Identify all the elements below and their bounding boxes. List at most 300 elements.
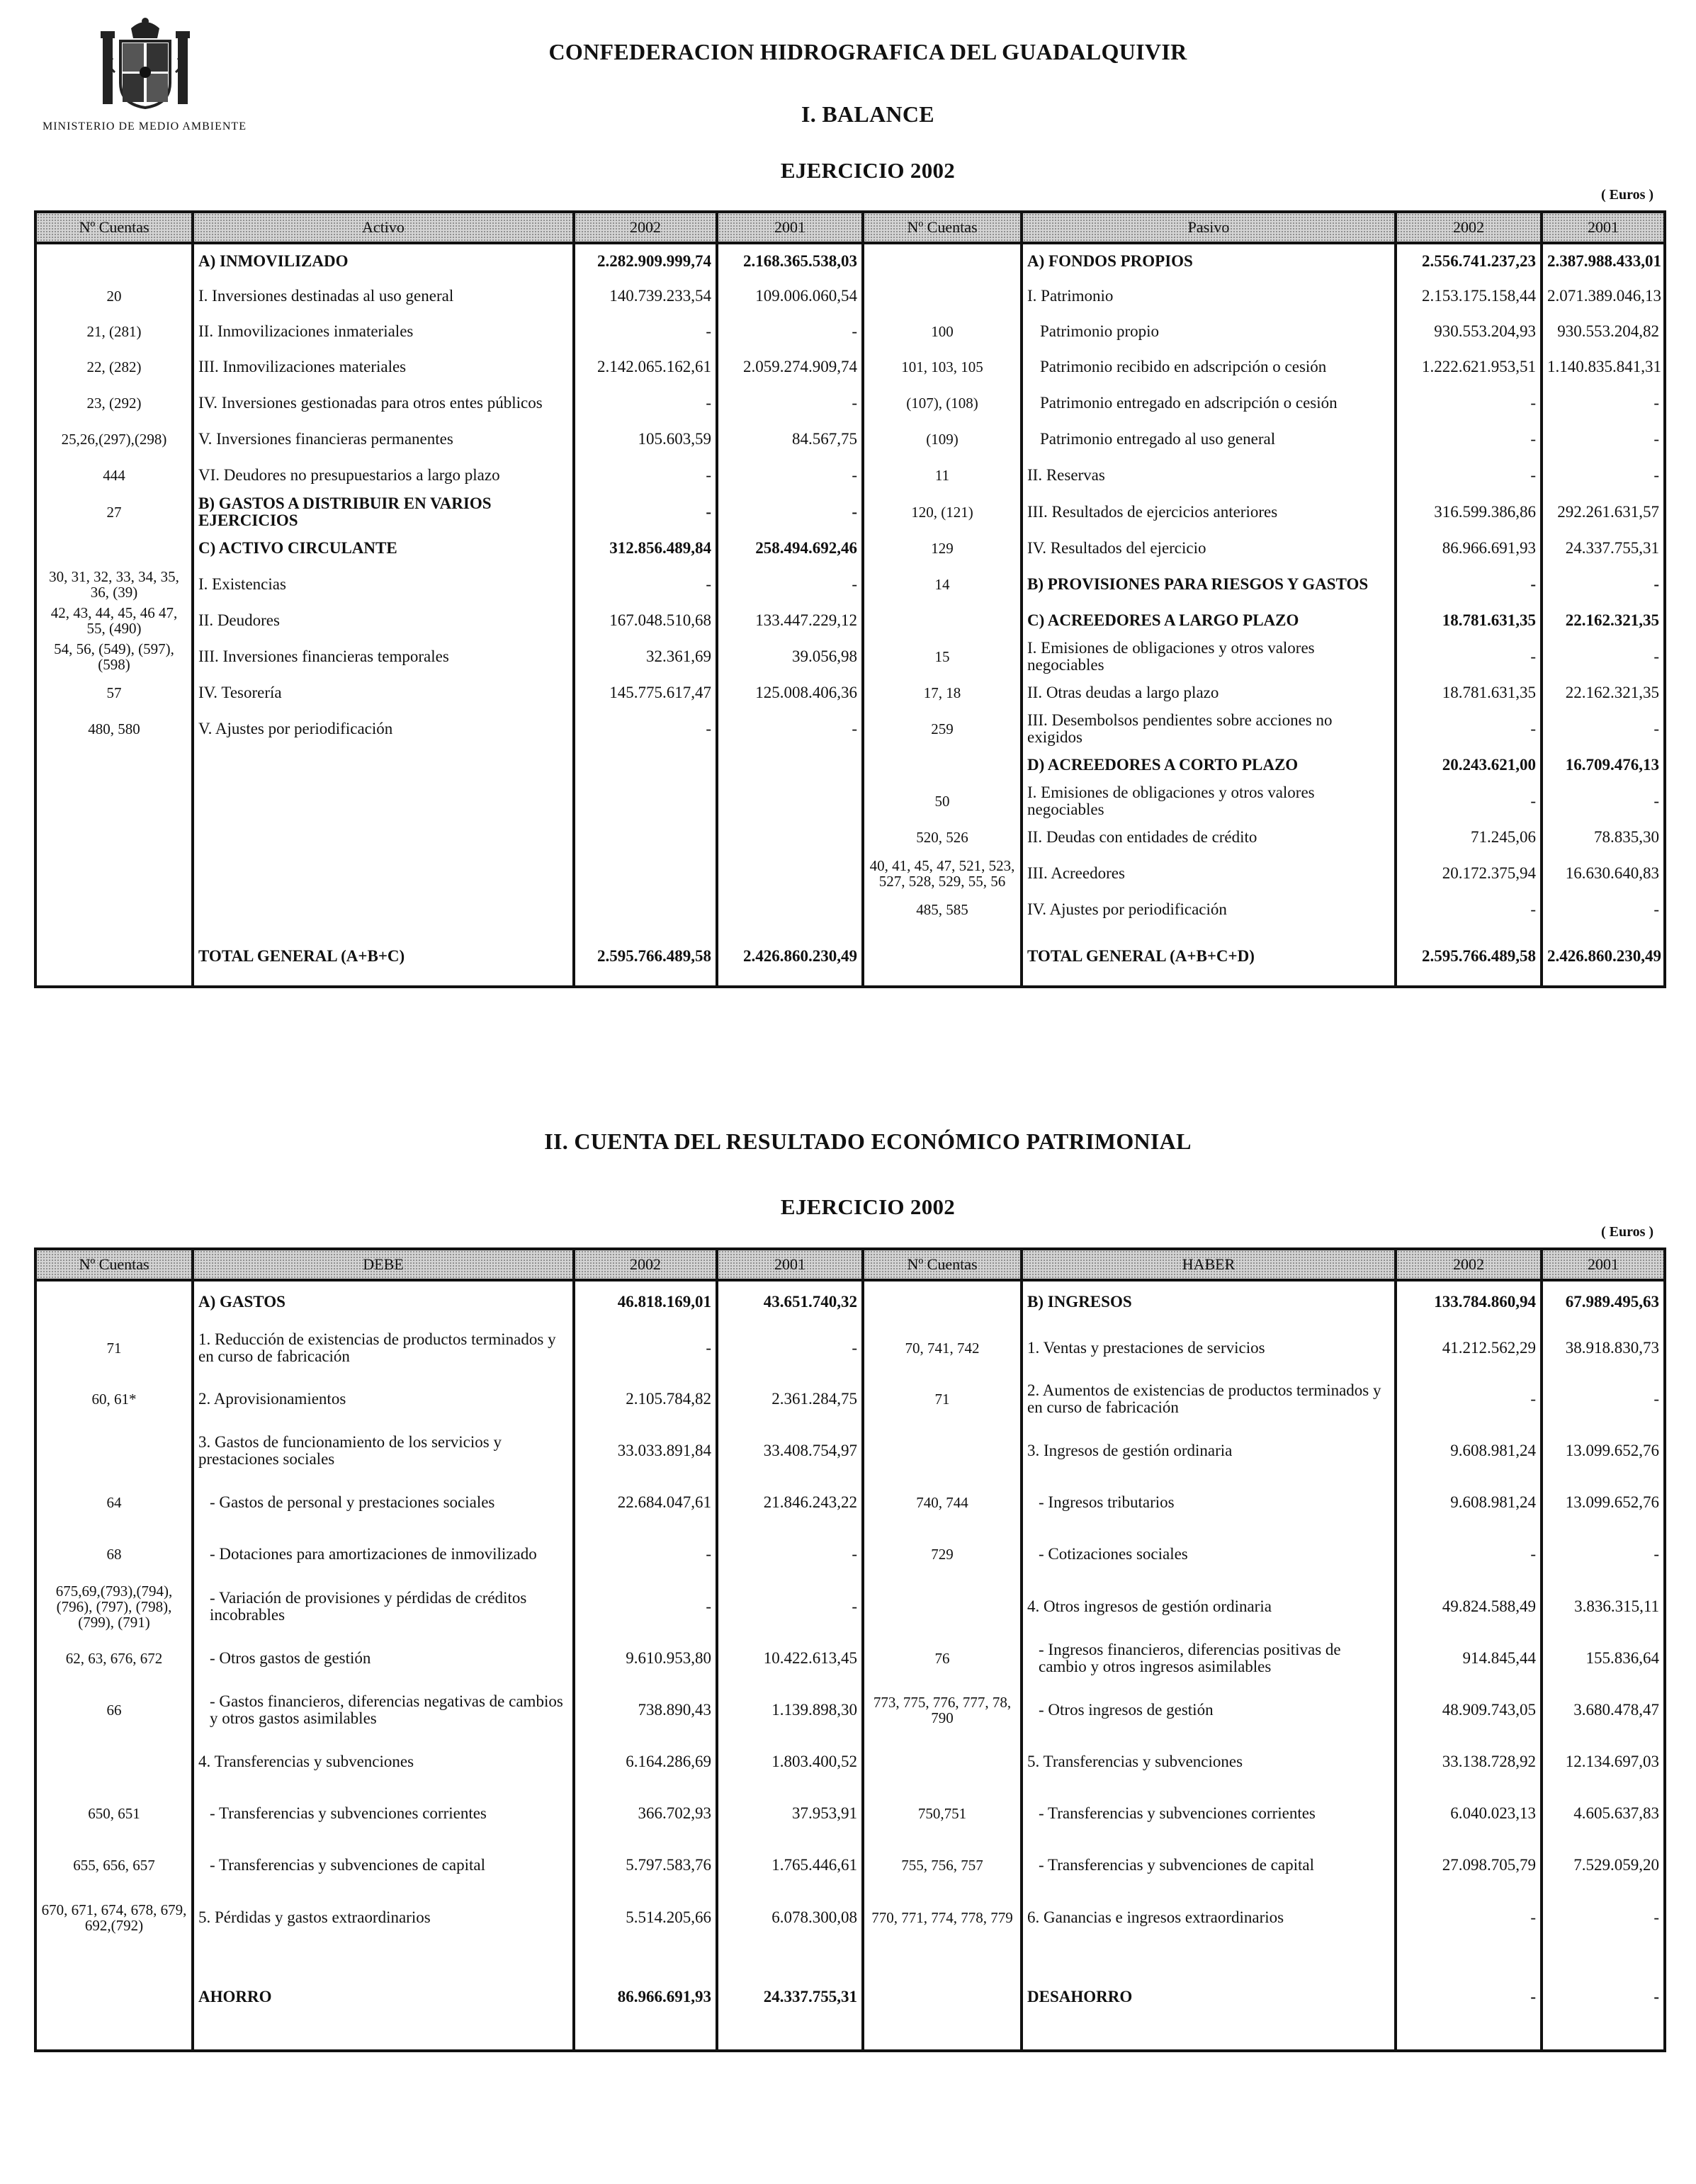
- balance-header-row: [35, 212, 1665, 243]
- column-header: 2001: [717, 212, 863, 243]
- amount-cell: [574, 855, 717, 892]
- amount-cell: 133.784.860,94: [1396, 1280, 1542, 1323]
- amount-cell: 18.781.631,35: [1396, 603, 1542, 638]
- amount-cell: -: [574, 457, 717, 494]
- amount-cell: 20.243.621,00: [1396, 747, 1542, 783]
- amount-cell: 18.781.631,35: [1396, 675, 1542, 711]
- concept-cell: II. Deudas con entidades de crédito: [1022, 820, 1396, 855]
- concept-cell: V. Ajustes por periodificación: [193, 711, 574, 747]
- concept-cell: II. Otras deudas a largo plazo: [1022, 675, 1396, 711]
- amount-cell: -: [717, 457, 863, 494]
- amount-cell: 71.245,06: [1396, 820, 1542, 855]
- amount-cell: 2.426.860.230,49: [1542, 927, 1665, 987]
- amount-cell: -: [574, 566, 717, 603]
- concept-cell: [193, 892, 574, 927]
- account-cell: [863, 243, 1022, 278]
- balance-body: [35, 243, 1665, 987]
- amount-cell: -: [717, 385, 863, 421]
- account-cell: 655, 656, 657: [35, 1840, 193, 1891]
- concept-cell: 5. Transferencias y subvenciones: [1022, 1736, 1396, 1787]
- amount-cell: 33.033.891,84: [574, 1425, 717, 1477]
- amount-cell: -: [1396, 638, 1542, 675]
- amount-cell: 366.702,93: [574, 1787, 717, 1840]
- table-row: [35, 566, 1665, 603]
- concept-cell: - Ingresos tributarios: [1022, 1477, 1396, 1528]
- concept-cell: III. Inmovilizaciones materiales: [193, 349, 574, 385]
- account-cell: 40, 41, 45, 47, 521, 523, 527, 528, 529, 55, 56: [863, 855, 1022, 892]
- account-cell: 50: [863, 783, 1022, 820]
- concept-cell: [193, 855, 574, 892]
- account-cell: 62, 63, 676, 672: [35, 1633, 193, 1684]
- amount-cell: -: [574, 1528, 717, 1580]
- account-cell: [863, 747, 1022, 783]
- table-row: [35, 314, 1665, 349]
- account-cell: [863, 1580, 1022, 1633]
- amount-cell: 33.138.728,92: [1396, 1736, 1542, 1787]
- amount-cell: 312.856.489,84: [574, 531, 717, 566]
- account-cell: 66: [35, 1684, 193, 1736]
- account-cell: 68: [35, 1528, 193, 1580]
- concept-cell: 4. Transferencias y subvenciones: [193, 1736, 574, 1787]
- table-row: [35, 1736, 1665, 1787]
- column-header: 2002: [1396, 212, 1542, 243]
- amount-cell: 3.680.478,47: [1542, 1684, 1665, 1736]
- amount-cell: 10.422.613,45: [717, 1633, 863, 1684]
- account-cell: 42, 43, 44, 45, 46 47, 55, (490): [35, 603, 193, 638]
- amount-cell: 9.610.953,80: [574, 1633, 717, 1684]
- account-cell: [35, 927, 193, 987]
- amount-cell: -: [1542, 892, 1665, 927]
- table-row: [35, 675, 1665, 711]
- concept-cell: - Otros ingresos de gestión: [1022, 1684, 1396, 1736]
- column-header: 2001: [717, 1249, 863, 1280]
- amount-cell: 2.556.741.237,23: [1396, 243, 1542, 278]
- amount-cell: [574, 747, 717, 783]
- account-cell: 71: [863, 1374, 1022, 1425]
- concept-cell: - Transferencias y subvenciones de capital: [1022, 1840, 1396, 1891]
- amount-cell: 292.261.631,57: [1542, 494, 1665, 531]
- amount-cell: 109.006.060,54: [717, 278, 863, 314]
- amount-cell: -: [1542, 566, 1665, 603]
- concept-cell: IV. Inversiones gestionadas para otros entes públicos: [193, 385, 574, 421]
- account-cell: [35, 531, 193, 566]
- table-row: [35, 820, 1665, 855]
- column-header: 2002: [574, 1249, 717, 1280]
- amount-cell: 27.098.705,79: [1396, 1840, 1542, 1891]
- account-cell: 21, (281): [35, 314, 193, 349]
- concept-cell: A) GASTOS: [193, 1280, 574, 1323]
- amount-cell: 7.529.059,20: [1542, 1840, 1665, 1891]
- concept-cell: - Gastos de personal y prestaciones sociales: [193, 1477, 574, 1528]
- concept-cell: VI. Deudores no presupuestarios a largo plazo: [193, 457, 574, 494]
- amount-cell: -: [1542, 1528, 1665, 1580]
- amount-cell: 738.890,43: [574, 1684, 717, 1736]
- amount-cell: 2.361.284,75: [717, 1374, 863, 1425]
- concept-cell: 3. Ingresos de gestión ordinaria: [1022, 1425, 1396, 1477]
- amount-cell: -: [717, 566, 863, 603]
- account-cell: 30, 31, 32, 33, 34, 35, 36, (39): [35, 566, 193, 603]
- concept-cell: [193, 783, 574, 820]
- amount-cell: 39.056,98: [717, 638, 863, 675]
- table-row: [35, 421, 1665, 457]
- concept-cell: [193, 820, 574, 855]
- amount-cell: 2.168.365.538,03: [717, 243, 863, 278]
- concept-cell: AHORRO: [193, 1945, 574, 2051]
- amount-cell: -: [1542, 783, 1665, 820]
- concept-cell: IV. Resultados del ejercicio: [1022, 531, 1396, 566]
- account-cell: 120, (121): [863, 494, 1022, 531]
- amount-cell: -: [1396, 1528, 1542, 1580]
- amount-cell: 84.567,75: [717, 421, 863, 457]
- amount-cell: 41.212.562,29: [1396, 1323, 1542, 1374]
- table-row: [35, 531, 1665, 566]
- amount-cell: 13.099.652,76: [1542, 1477, 1665, 1528]
- account-cell: 670, 671, 674, 678, 679, 692,(792): [35, 1891, 193, 1945]
- concept-cell: 6. Ganancias e ingresos extraordinarios: [1022, 1891, 1396, 1945]
- resultado-table: [34, 1247, 1666, 2052]
- amount-cell: 2.071.389.046,13: [1542, 278, 1665, 314]
- amount-cell: 2.595.766.489,58: [1396, 927, 1542, 987]
- account-cell: 485, 585: [863, 892, 1022, 927]
- amount-cell: [717, 855, 863, 892]
- concept-cell: II. Deudores: [193, 603, 574, 638]
- amount-cell: 20.172.375,94: [1396, 855, 1542, 892]
- balance-table: [34, 210, 1666, 988]
- table-row: [35, 1374, 1665, 1425]
- resultado-units: ( Euros ): [1601, 1224, 1654, 1240]
- table-row: [35, 711, 1665, 747]
- table-row: [35, 603, 1665, 638]
- concept-cell: - Otros gastos de gestión: [193, 1633, 574, 1684]
- account-cell: 76: [863, 1633, 1022, 1684]
- amount-cell: -: [717, 494, 863, 531]
- account-cell: [863, 1280, 1022, 1323]
- account-cell: [35, 243, 193, 278]
- account-cell: [35, 892, 193, 927]
- amount-cell: -: [1542, 711, 1665, 747]
- account-cell: [863, 603, 1022, 638]
- table-row: [35, 385, 1665, 421]
- concept-cell: C) ACREEDORES A LARGO PLAZO: [1022, 603, 1396, 638]
- amount-cell: 1.765.446,61: [717, 1840, 863, 1891]
- amount-cell: -: [1396, 1945, 1542, 2051]
- concept-cell: A) FONDOS PROPIOS: [1022, 243, 1396, 278]
- account-cell: 17, 18: [863, 675, 1022, 711]
- concept-cell: - Transferencias y subvenciones corrientes: [193, 1787, 574, 1840]
- account-cell: [35, 1736, 193, 1787]
- concept-cell: I. Emisiones de obligaciones y otros valores negociables: [1022, 638, 1396, 675]
- account-cell: [35, 747, 193, 783]
- amount-cell: 1.139.898,30: [717, 1684, 863, 1736]
- amount-cell: 105.603,59: [574, 421, 717, 457]
- amount-cell: -: [1396, 892, 1542, 927]
- concept-cell: 5. Pérdidas y gastos extraordinarios: [193, 1891, 574, 1945]
- account-cell: [35, 855, 193, 892]
- account-cell: 27: [35, 494, 193, 531]
- amount-cell: 2.105.784,82: [574, 1374, 717, 1425]
- concept-cell: - Transferencias y subvenciones de capital: [193, 1840, 574, 1891]
- table-row: [35, 783, 1665, 820]
- amount-cell: 3.836.315,11: [1542, 1580, 1665, 1633]
- amount-cell: -: [1542, 1374, 1665, 1425]
- amount-cell: 78.835,30: [1542, 820, 1665, 855]
- account-cell: 70, 741, 742: [863, 1323, 1022, 1374]
- account-cell: (109): [863, 421, 1022, 457]
- amount-cell: 38.918.830,73: [1542, 1323, 1665, 1374]
- column-header: Nº Cuentas: [35, 212, 193, 243]
- column-header: Nº Cuentas: [863, 212, 1022, 243]
- table-row: [35, 1580, 1665, 1633]
- amount-cell: 2.142.065.162,61: [574, 349, 717, 385]
- resultado-title: II. CUENTA DEL RESULTADO ECONÓMICO PATRIMONIAL: [544, 1128, 1192, 1154]
- amount-cell: 49.824.588,49: [1396, 1580, 1542, 1633]
- account-cell: [35, 1280, 193, 1323]
- concept-cell: Patrimonio recibido en adscripción o cesión: [1022, 349, 1396, 385]
- account-cell: 650, 651: [35, 1787, 193, 1840]
- amount-cell: 140.739.233,54: [574, 278, 717, 314]
- amount-cell: 930.553.204,82: [1542, 314, 1665, 349]
- amount-cell: 930.553.204,93: [1396, 314, 1542, 349]
- table-row: [35, 243, 1665, 278]
- account-cell: 480, 580: [35, 711, 193, 747]
- concept-cell: I. Existencias: [193, 566, 574, 603]
- concept-cell: C) ACTIVO CIRCULANTE: [193, 531, 574, 566]
- coat-of-arms-icon: [99, 16, 191, 111]
- table-row: [35, 855, 1665, 892]
- amount-cell: 22.684.047,61: [574, 1477, 717, 1528]
- column-header: DEBE: [193, 1249, 574, 1280]
- column-header: 2002: [574, 212, 717, 243]
- column-header: Pasivo: [1022, 212, 1396, 243]
- amount-cell: 133.447.229,12: [717, 603, 863, 638]
- amount-cell: -: [1396, 711, 1542, 747]
- concept-cell: - Ingresos financieros, diferencias positivas de cambio y otros ingresos asimilables: [1022, 1633, 1396, 1684]
- account-cell: [863, 1945, 1022, 2051]
- table-row: [35, 1633, 1665, 1684]
- table-row: [35, 494, 1665, 531]
- account-cell: 520, 526: [863, 820, 1022, 855]
- amount-cell: 22.162.321,35: [1542, 603, 1665, 638]
- account-cell: 60, 61*: [35, 1374, 193, 1425]
- concept-cell: 4. Otros ingresos de gestión ordinaria: [1022, 1580, 1396, 1633]
- concept-cell: 1. Ventas y prestaciones de servicios: [1022, 1323, 1396, 1374]
- amount-cell: -: [1542, 457, 1665, 494]
- amount-cell: 67.989.495,63: [1542, 1280, 1665, 1323]
- amount-cell: 9.608.981,24: [1396, 1477, 1542, 1528]
- ministry-label: MINISTERIO DE MEDIO AMBIENTE: [43, 120, 247, 132]
- table-row: [35, 1280, 1665, 1323]
- table-row: [35, 747, 1665, 783]
- amount-cell: 155.836,64: [1542, 1633, 1665, 1684]
- resultado-body: [35, 1280, 1665, 2051]
- amount-cell: [717, 820, 863, 855]
- concept-cell: B) GASTOS A DISTRIBUIR EN VARIOS EJERCICIOS: [193, 494, 574, 531]
- concept-cell: V. Inversiones financieras permanentes: [193, 421, 574, 457]
- account-cell: 129: [863, 531, 1022, 566]
- account-cell: 755, 756, 757: [863, 1840, 1022, 1891]
- amount-cell: 2.426.860.230,49: [717, 927, 863, 987]
- table-row: [35, 1323, 1665, 1374]
- amount-cell: -: [574, 711, 717, 747]
- amount-cell: 5.797.583,76: [574, 1840, 717, 1891]
- account-cell: 100: [863, 314, 1022, 349]
- concept-cell: Patrimonio entregado en adscripción o cesión: [1022, 385, 1396, 421]
- table-row: [35, 1840, 1665, 1891]
- concept-cell: III. Resultados de ejercicios anteriores: [1022, 494, 1396, 531]
- amount-cell: -: [717, 1323, 863, 1374]
- amount-cell: 4.605.637,83: [1542, 1787, 1665, 1840]
- amount-cell: -: [574, 1580, 717, 1633]
- account-cell: 25,26,(297),(298): [35, 421, 193, 457]
- amount-cell: 2.153.175.158,44: [1396, 278, 1542, 314]
- amount-cell: -: [1542, 1891, 1665, 1945]
- table-row: [35, 349, 1665, 385]
- table-row: [35, 1684, 1665, 1736]
- amount-cell: 86.966.691,93: [574, 1945, 717, 2051]
- table-row: [35, 892, 1665, 927]
- account-cell: 729: [863, 1528, 1022, 1580]
- account-cell: 259: [863, 711, 1022, 747]
- amount-cell: 6.164.286,69: [574, 1736, 717, 1787]
- concept-cell: III. Desembolsos pendientes sobre acciones no exigidos: [1022, 711, 1396, 747]
- account-cell: (107), (108): [863, 385, 1022, 421]
- amount-cell: 258.494.692,46: [717, 531, 863, 566]
- column-header: 2001: [1542, 212, 1665, 243]
- concept-cell: 2. Aumentos de existencias de productos terminados y en curso de fabricación: [1022, 1374, 1396, 1425]
- amount-cell: -: [1396, 566, 1542, 603]
- amount-cell: 16.630.640,83: [1542, 855, 1665, 892]
- amount-cell: -: [717, 1580, 863, 1633]
- table-row: [35, 278, 1665, 314]
- account-cell: 20: [35, 278, 193, 314]
- amount-cell: 316.599.386,86: [1396, 494, 1542, 531]
- account-cell: 101, 103, 105: [863, 349, 1022, 385]
- amount-cell: [574, 783, 717, 820]
- amount-cell: 16.709.476,13: [1542, 747, 1665, 783]
- concept-cell: [193, 747, 574, 783]
- amount-cell: 145.775.617,47: [574, 675, 717, 711]
- account-cell: 770, 771, 774, 778, 779: [863, 1891, 1022, 1945]
- table-row: [35, 1787, 1665, 1840]
- amount-cell: 167.048.510,68: [574, 603, 717, 638]
- amount-cell: -: [717, 314, 863, 349]
- amount-cell: [717, 892, 863, 927]
- amount-cell: 24.337.755,31: [717, 1945, 863, 2051]
- account-cell: [863, 1425, 1022, 1477]
- column-header: 2002: [1396, 1249, 1542, 1280]
- concept-cell: TOTAL GENERAL (A+B+C): [193, 927, 574, 987]
- account-cell: [35, 1425, 193, 1477]
- amount-cell: -: [1542, 638, 1665, 675]
- column-header: Nº Cuentas: [863, 1249, 1022, 1280]
- amount-cell: -: [717, 1528, 863, 1580]
- table-row: [35, 457, 1665, 494]
- concept-cell: DESAHORRO: [1022, 1945, 1396, 2051]
- amount-cell: 2.282.909.999,74: [574, 243, 717, 278]
- account-cell: 773, 775, 776, 777, 78, 790: [863, 1684, 1022, 1736]
- amount-cell: 24.337.755,31: [1542, 531, 1665, 566]
- amount-cell: -: [1396, 457, 1542, 494]
- column-header: HABER: [1022, 1249, 1396, 1280]
- amount-cell: -: [1396, 1891, 1542, 1945]
- amount-cell: 86.966.691,93: [1396, 531, 1542, 566]
- concept-cell: I. Emisiones de obligaciones y otros valores negociables: [1022, 783, 1396, 820]
- concept-cell: I. Patrimonio: [1022, 278, 1396, 314]
- amount-cell: 22.162.321,35: [1542, 675, 1665, 711]
- concept-cell: 2. Aprovisionamientos: [193, 1374, 574, 1425]
- amount-cell: -: [574, 494, 717, 531]
- amount-cell: 13.099.652,76: [1542, 1425, 1665, 1477]
- amount-cell: 2.595.766.489,58: [574, 927, 717, 987]
- account-cell: 444: [35, 457, 193, 494]
- column-header: Nº Cuentas: [35, 1249, 193, 1280]
- concept-cell: TOTAL GENERAL (A+B+C+D): [1022, 927, 1396, 987]
- amount-cell: -: [574, 1323, 717, 1374]
- amount-cell: -: [1396, 421, 1542, 457]
- concept-cell: 1. Reducción de existencias de productos terminados y en curso de fabricación: [193, 1323, 574, 1374]
- amount-cell: 1.140.835.841,31: [1542, 349, 1665, 385]
- concept-cell: I. Inversiones destinadas al uso general: [193, 278, 574, 314]
- account-cell: 14: [863, 566, 1022, 603]
- account-cell: 740, 744: [863, 1477, 1022, 1528]
- org-title: CONFEDERACION HIDROGRAFICA DEL GUADALQUIVIR: [548, 39, 1187, 64]
- amount-cell: [574, 892, 717, 927]
- balance-exercise: EJERCICIO 2002: [780, 158, 956, 183]
- amount-cell: 5.514.205,66: [574, 1891, 717, 1945]
- amount-cell: 6.078.300,08: [717, 1891, 863, 1945]
- table-row: [35, 1945, 1665, 2051]
- resultado-exercise: EJERCICIO 2002: [780, 1194, 956, 1219]
- concept-cell: - Dotaciones para amortizaciones de inmovilizado: [193, 1528, 574, 1580]
- amount-cell: -: [574, 385, 717, 421]
- concept-cell: II. Inmovilizaciones inmateriales: [193, 314, 574, 349]
- amount-cell: 1.222.621.953,51: [1396, 349, 1542, 385]
- account-cell: 64: [35, 1477, 193, 1528]
- amount-cell: [574, 820, 717, 855]
- amount-cell: -: [1542, 421, 1665, 457]
- table-row: [35, 1528, 1665, 1580]
- amount-cell: 21.846.243,22: [717, 1477, 863, 1528]
- amount-cell: 12.134.697,03: [1542, 1736, 1665, 1787]
- concept-cell: B) INGRESOS: [1022, 1280, 1396, 1323]
- table-row: [35, 927, 1665, 987]
- account-cell: 71: [35, 1323, 193, 1374]
- account-cell: 675,69,(793),(794), (796), (797), (798), (799), (791): [35, 1580, 193, 1633]
- column-header: Activo: [193, 212, 574, 243]
- amount-cell: 2.059.274.909,74: [717, 349, 863, 385]
- amount-cell: -: [717, 711, 863, 747]
- amount-cell: 48.909.743,05: [1396, 1684, 1542, 1736]
- amount-cell: 46.818.169,01: [574, 1280, 717, 1323]
- balance-units: ( Euros ): [1601, 187, 1654, 203]
- concept-cell: II. Reservas: [1022, 457, 1396, 494]
- amount-cell: -: [1542, 1945, 1665, 2051]
- amount-cell: 33.408.754,97: [717, 1425, 863, 1477]
- concept-cell: IV. Tesorería: [193, 675, 574, 711]
- amount-cell: -: [1542, 385, 1665, 421]
- amount-cell: 37.953,91: [717, 1787, 863, 1840]
- table-row: [35, 1477, 1665, 1528]
- amount-cell: 6.040.023,13: [1396, 1787, 1542, 1840]
- amount-cell: 1.803.400,52: [717, 1736, 863, 1787]
- amount-cell: 32.361,69: [574, 638, 717, 675]
- account-cell: [35, 783, 193, 820]
- concept-cell: Patrimonio propio: [1022, 314, 1396, 349]
- account-cell: 23, (292): [35, 385, 193, 421]
- account-cell: 750,751: [863, 1787, 1022, 1840]
- amount-cell: 9.608.981,24: [1396, 1425, 1542, 1477]
- amount-cell: [717, 747, 863, 783]
